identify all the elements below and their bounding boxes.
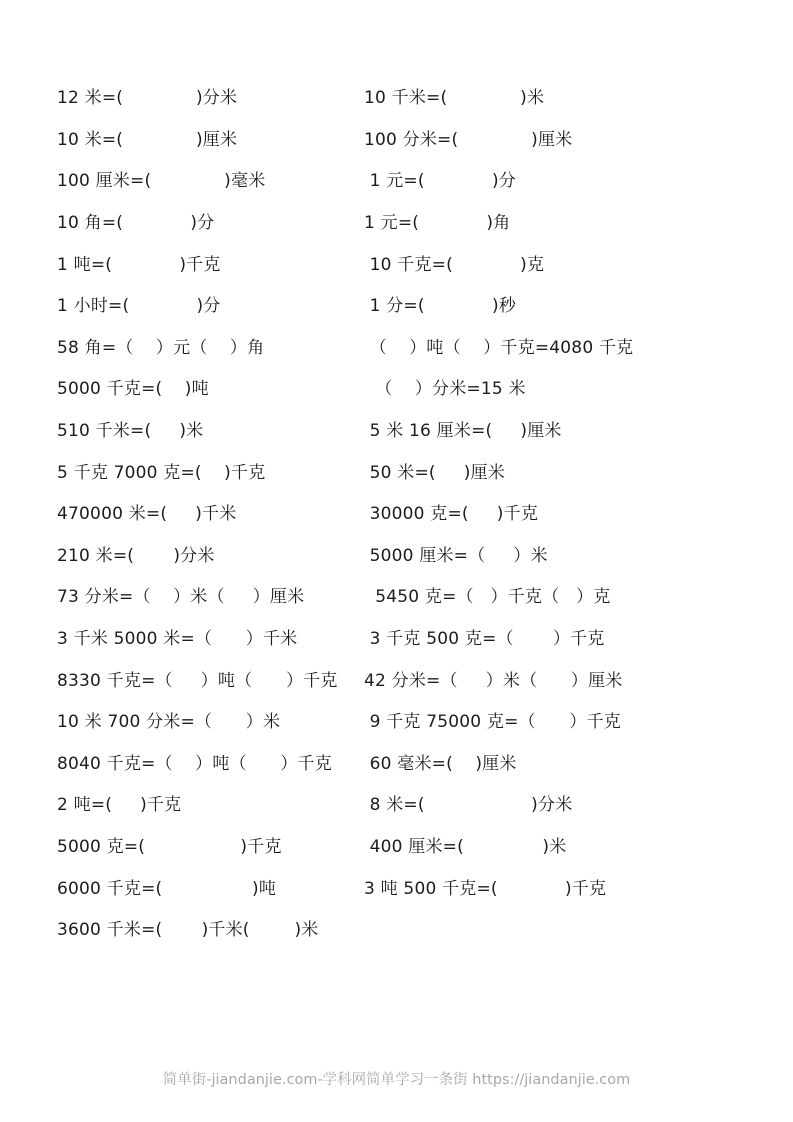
problem-left: 5000 克=( )千克 bbox=[57, 836, 282, 857]
problem-row bbox=[57, 741, 783, 783]
problem-row bbox=[57, 824, 783, 866]
problem-row bbox=[57, 907, 783, 949]
problem-row bbox=[57, 657, 783, 699]
problem-right: （ ）吨（ ）千克=4080 千克 bbox=[364, 337, 634, 358]
problem-left: 6000 千克=( )吨 bbox=[57, 878, 277, 899]
problem-left: 10 米 700 分米=（ ）米 bbox=[57, 712, 281, 733]
problem-left: 100 厘米=( )毫米 bbox=[57, 171, 266, 192]
problem-right: 1 元=( )分 bbox=[364, 171, 516, 192]
problem-right: 3 千克 500 克=（ ）千克 bbox=[364, 629, 605, 650]
problem-row bbox=[57, 241, 783, 283]
problem-row bbox=[57, 408, 783, 450]
footer-watermark: 简单街-jiandanjie.com-学科网简单学习一条街 https://jiandanjie.com bbox=[162, 1072, 631, 1088]
problem-left: 510 千米=( )米 bbox=[57, 421, 204, 442]
problem-left: 10 角=( )分 bbox=[57, 213, 215, 234]
problem-right: 42 分米=（ ）米（ ）厘米 bbox=[364, 670, 623, 691]
problem-row bbox=[57, 865, 783, 907]
problem-row bbox=[57, 491, 783, 533]
problem-row bbox=[57, 200, 783, 242]
problem-row bbox=[57, 616, 783, 658]
problem-row bbox=[57, 158, 783, 200]
problem-right: 8 米=( )分米 bbox=[364, 795, 573, 816]
problem-left: 10 米=( )厘米 bbox=[57, 129, 238, 150]
problem-right: 5450 克=（ ）千克（ ）克 bbox=[364, 587, 611, 608]
problem-right: 100 分米=( )厘米 bbox=[364, 129, 573, 150]
problem-left: 3 千米 5000 米=（ ）千米 bbox=[57, 629, 298, 650]
problem-left: 3600 千米=( )千米( )米 bbox=[57, 920, 319, 941]
problem-right: 5 米 16 厘米=( )厘米 bbox=[364, 421, 562, 442]
problem-left: 470000 米=( )千米 bbox=[57, 504, 237, 525]
problem-row bbox=[57, 699, 783, 741]
problem-right: 9 千克 75000 克=（ ）千克 bbox=[364, 712, 621, 733]
problem-left: 8040 千克=（ ）吨（ ）千克 bbox=[57, 753, 332, 774]
problem-right: 60 毫米=( )厘米 bbox=[364, 753, 517, 774]
problem-right: 5000 厘米=（ ）米 bbox=[364, 545, 548, 566]
problem-right: 400 厘米=( )米 bbox=[364, 836, 567, 857]
problem-row bbox=[57, 533, 783, 575]
problem-left: 5000 千克=( )吨 bbox=[57, 379, 209, 400]
problem-left: 12 米=( )分米 bbox=[57, 88, 238, 109]
problem-right: 3 吨 500 千克=( )千克 bbox=[364, 878, 607, 899]
problem-row bbox=[57, 325, 783, 367]
problem-left: 58 角=（ ）元（ ）角 bbox=[57, 337, 265, 358]
problem-left: 1 吨=( )千克 bbox=[57, 254, 221, 275]
problem-right: 1 元=( )角 bbox=[364, 213, 511, 234]
problem-row bbox=[57, 449, 783, 491]
problem-left: 8330 千克=（ ）吨（ ）千克 bbox=[57, 670, 338, 691]
problem-right: 10 千克=( )克 bbox=[364, 254, 545, 275]
problem-row bbox=[57, 782, 783, 824]
problem-row bbox=[57, 574, 783, 616]
problem-left: 210 米=( )分米 bbox=[57, 545, 215, 566]
problem-right: 50 米=( )厘米 bbox=[364, 462, 505, 483]
problem-right: 30000 克=( )千克 bbox=[364, 504, 539, 525]
problem-row bbox=[57, 283, 783, 325]
problem-right: 10 千米=( )米 bbox=[364, 88, 545, 109]
problem-left: 73 分米=（ ）米（ ）厘米 bbox=[57, 587, 305, 608]
problem-row bbox=[57, 75, 783, 117]
problem-right: （ ）分米=15 米 bbox=[364, 379, 526, 400]
problem-row bbox=[57, 117, 783, 159]
problem-left: 2 吨=( )千克 bbox=[57, 795, 182, 816]
problem-left: 1 小时=( )分 bbox=[57, 296, 221, 317]
problem-right: 1 分=( )秒 bbox=[364, 296, 516, 317]
problem-left: 5 千克 7000 克=( )千克 bbox=[57, 462, 266, 483]
problem-list bbox=[57, 75, 783, 948]
problem-row bbox=[57, 366, 783, 408]
